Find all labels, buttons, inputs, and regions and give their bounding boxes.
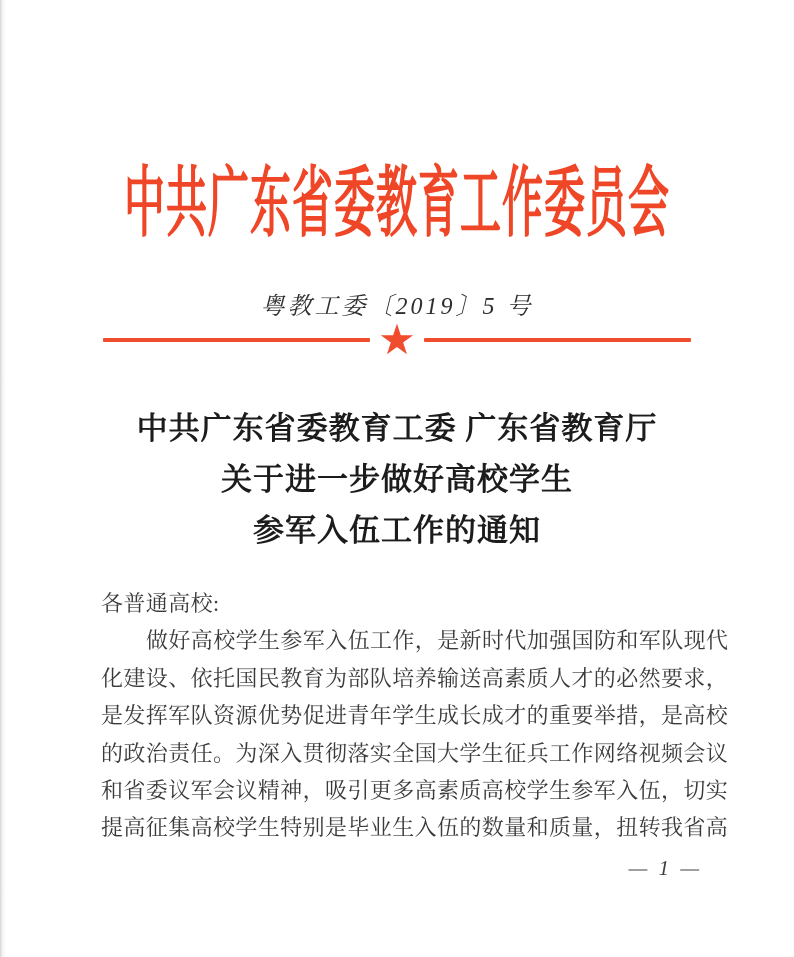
body-line: 和省委议军会议精神，吸引更多高素质高校学生参军入伍，切实 (101, 778, 729, 804)
notice-title (0, 403, 794, 556)
masthead-divider (103, 315, 691, 364)
salutation: 各普通高校: (101, 591, 220, 616)
body-line: 提高征集高校学生特别是毕业生入伍的数量和质量，扭转我省高 (101, 815, 729, 841)
body-line: 做好高校学生参军入伍工作，是新时代加强国防和军队现代 (146, 628, 729, 654)
divider-line-right (424, 338, 691, 342)
notice-title-line-1: 中共广东省委教育工委 广东省教育厅 (136, 411, 658, 446)
divider-line-left (103, 338, 370, 342)
document-number: 粤教工委〔2019〕5 号 (260, 294, 534, 320)
page-number: — 1 — (628, 856, 702, 880)
notice-body (101, 585, 729, 847)
notice-title-line-3: 参军入伍工作的通知 (253, 513, 541, 548)
body-line: 是发挥军队资源优势促进青年学生成长成才的重要举措，是高校 (101, 703, 729, 729)
star-icon: ★ (378, 315, 416, 364)
issuing-org-title: 中共广东省委教育工作委员会 (124, 159, 670, 247)
issuing-org-masthead (0, 155, 794, 251)
notice-title-line-2: 关于进一步做好高校学生 (221, 462, 573, 497)
body-line: 的政治责任。为深入贯彻落实全国大学生征兵工作网络视频会议 (101, 740, 729, 766)
body-line: 化建设、依托国民教育为部队培养输送高素质人才的必然要求， (101, 665, 729, 691)
